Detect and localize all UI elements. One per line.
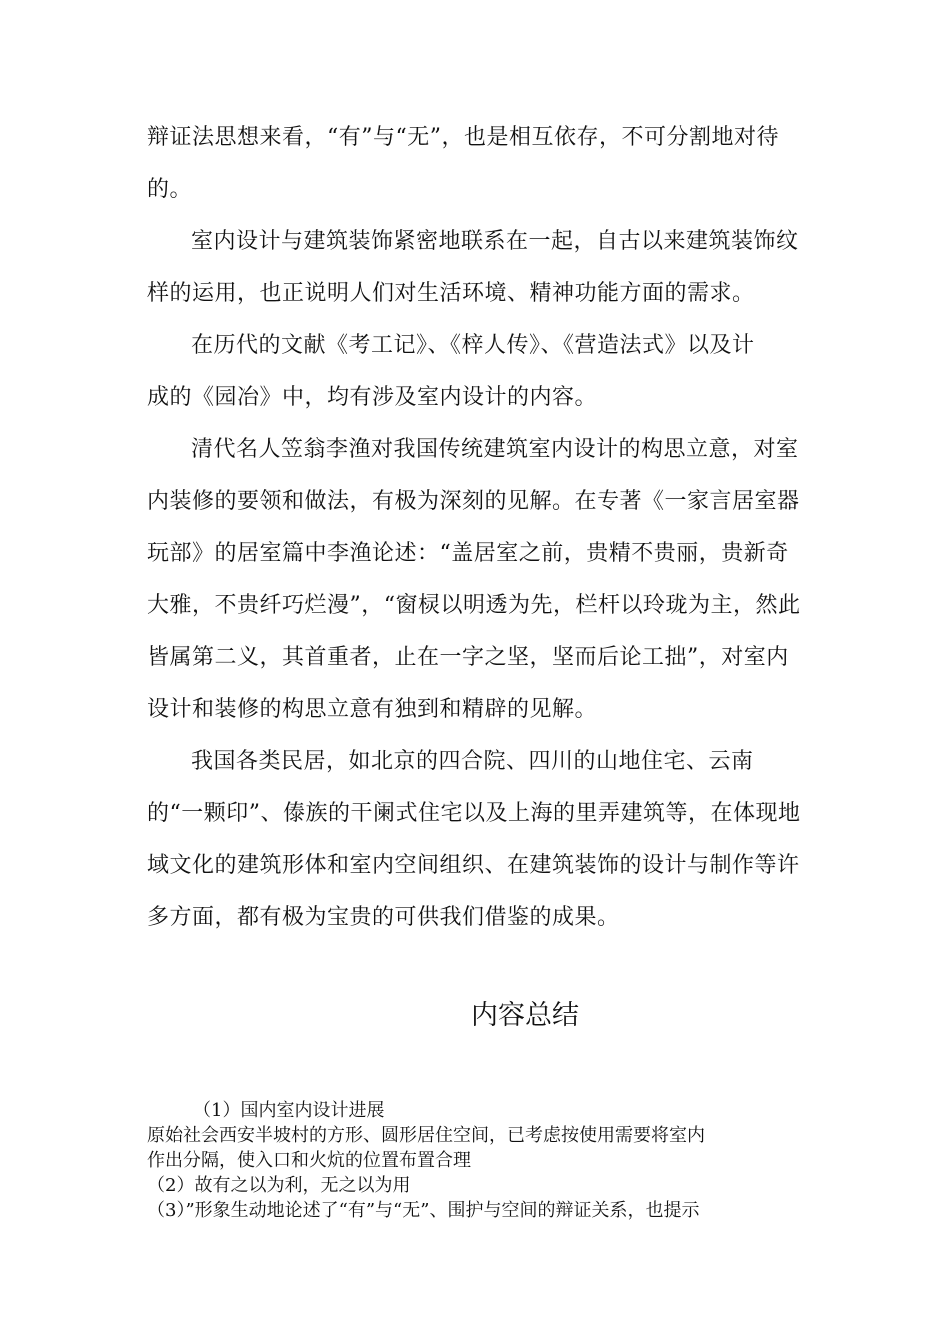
text-line: 玩部》的居室篇中李渔论述：“盖居室之前，贵精不贵丽，贵新奇	[147, 541, 789, 566]
paragraph	[147, 736, 807, 944]
text-line: 在历代的文献《考工记》、《梓人传》、《营造法式》以及计	[191, 333, 755, 358]
text-line: 的“一颗印”、傣族的干阑式住宅以及上海的里弄建筑等，在体现地	[147, 801, 801, 826]
text-line: 辩证法思想来看，“有”与“无”，也是相互依存，不可分割地对待	[147, 125, 779, 150]
text-line: 清代名人笠翁李渔对我国传统建筑室内设计的构思立意，对室	[191, 437, 799, 462]
text-line: 设计和装修的构思立意有独到和精辟的见解。	[147, 697, 598, 722]
paragraph	[147, 216, 807, 320]
text-line: 大雅，不贵纤巧烂漫”，“窗棂以明透为先，栏杆以玲珑为主，然此	[147, 593, 801, 618]
text-line: 我国各类民居，如北京的四合院、四川的山地住宅、云南	[191, 749, 754, 774]
summary-item: 原始社会西安半坡村的方形、圆形居住空间，已考虑按使用需要将室内	[147, 1125, 705, 1146]
summary-list	[147, 1098, 807, 1223]
summary-item: （2）故有之以为利，无之以为用	[147, 1175, 411, 1196]
text-line: 的。	[147, 177, 193, 202]
text-line: 域文化的建筑形体和室内空间组织、在建筑装饰的设计与制作等许	[147, 853, 800, 878]
paragraph	[147, 112, 807, 216]
summary-item: 作出分隔，使入口和火炕的位置布置合理	[147, 1150, 471, 1171]
paragraph	[147, 320, 807, 424]
text-line: 成的《园冶》中，均有涉及室内设计的内容。	[147, 385, 598, 410]
summary-item: （1）国内室内设计进展	[193, 1100, 385, 1121]
summary-title: 内容总结	[471, 1000, 579, 1031]
summary-item: （3）”形象生动地论述了“有”与“无”、围护与空间的辩证关系，也提示	[147, 1200, 700, 1221]
text-line: 室内设计与建筑装饰紧密地联系在一起，自古以来建筑装饰纹	[191, 229, 799, 254]
text-line: 内装修的要领和做法，有极为深刻的见解。在专著《一家言居室器	[147, 489, 800, 514]
paragraph	[147, 424, 807, 736]
text-line: 皆属第二义，其首重者，止在一字之坚，坚而后论工拙”，对室内	[147, 645, 789, 670]
body-text	[147, 112, 807, 944]
text-line: 多方面，都有极为宝贵的可供我们借鉴的成果。	[147, 905, 620, 930]
text-line: 样的运用，也正说明人们对生活环境、精神功能方面的需求。	[147, 281, 755, 306]
